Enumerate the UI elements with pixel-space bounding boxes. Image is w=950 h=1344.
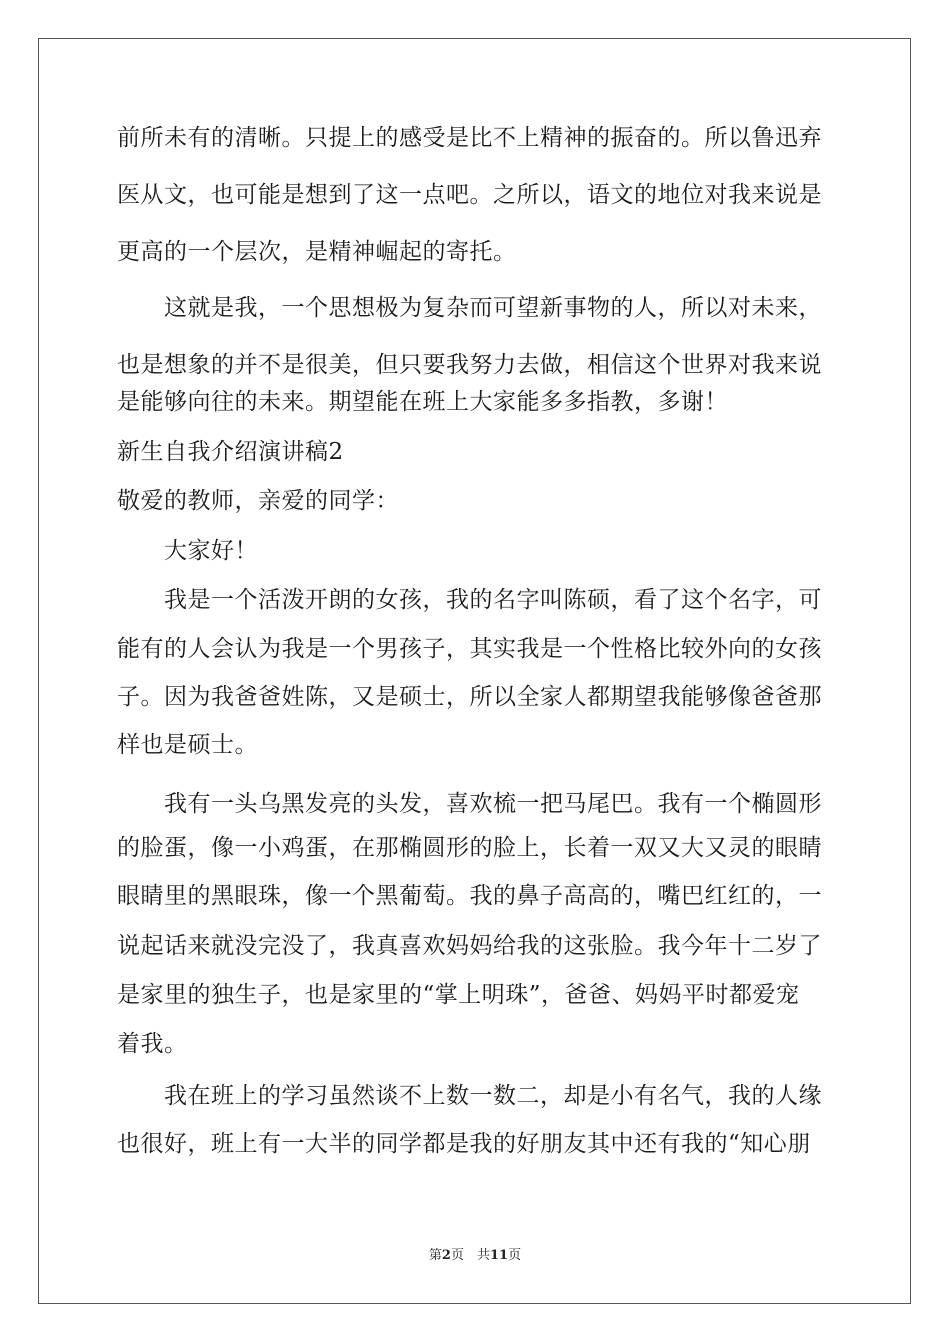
- text-line: 前所未有的清晰。只提上的感受是比不上精神的振奋的。所以鲁迅弃: [117, 125, 822, 151]
- greeting: 大家好！: [117, 538, 258, 564]
- text-line: 我有一头乌黑发亮的头发，喜欢梳一把马尾巴。我有一个椭圆形: [117, 791, 822, 817]
- text-line: 说起话来就没完没了，我真喜欢妈妈给我的这张脸。我今年十二岁了: [117, 933, 822, 959]
- text-line: 这就是我，一个思想极为复杂而可望新事物的人，所以对未来，: [117, 295, 822, 321]
- text-line: 子。因为我爸爸姓陈，又是硕士，所以全家人都期望我能够像爸爸那: [117, 684, 822, 710]
- text-line: 更高的一个层次，是精神崛起的寄托。: [117, 239, 517, 265]
- page-footer: [0, 1248, 950, 1264]
- text-line: 眼睛里的黑眼珠，像一个黑葡萄。我的鼻子高高的，嘴巴红红的，一: [117, 883, 822, 909]
- text-line: 医从文，也可能是想到了这一点吧。之所以，语文的地位对我来说是: [117, 182, 822, 208]
- text-line: 我在班上的学习虽然谈不上数一数二，却是小有名气，我的人缘: [117, 1083, 822, 1109]
- text-line: 是能够向往的未来。期望能在班上大家能多多指教，多谢！: [117, 389, 728, 415]
- text-line: 也很好，班上有一大半的同学都是我的好朋友其中还有我的“知心朋: [117, 1131, 811, 1157]
- page-border: [38, 38, 911, 1304]
- text-line: 是家里的独生子，也是家里的“掌上明珠”，爸爸、妈妈平时都爱宠: [117, 982, 800, 1008]
- text-line: 的脸蛋，像一小鸡蛋，在那椭圆形的脸上，长着一双又大又灵的眼睛: [117, 835, 822, 861]
- text-line: 也是想象的并不是很美，但只要我努力去做，相信这个世界对我来说: [117, 352, 822, 378]
- salutation: 敬爱的教师，亲爱的同学：: [117, 488, 399, 514]
- text-line: 我是一个活泼开朗的女孩，我的名字叫陈硕，看了这个名字，可: [117, 587, 822, 613]
- section-heading: 新生自我介绍演讲稿2: [117, 439, 344, 465]
- footer-suffix: 页: [508, 1248, 522, 1263]
- text-line: 能有的人会认为我是一个男孩子，其实我是一个性格比较外向的女孩: [117, 636, 822, 662]
- footer-middle: 页 共: [450, 1248, 490, 1263]
- text-line: 样也是硕士。: [117, 732, 258, 758]
- footer-prefix: 第: [428, 1248, 442, 1263]
- text-line: 着我。: [117, 1031, 188, 1057]
- current-page-number: 2: [441, 1248, 451, 1263]
- total-page-count: 11: [489, 1248, 509, 1263]
